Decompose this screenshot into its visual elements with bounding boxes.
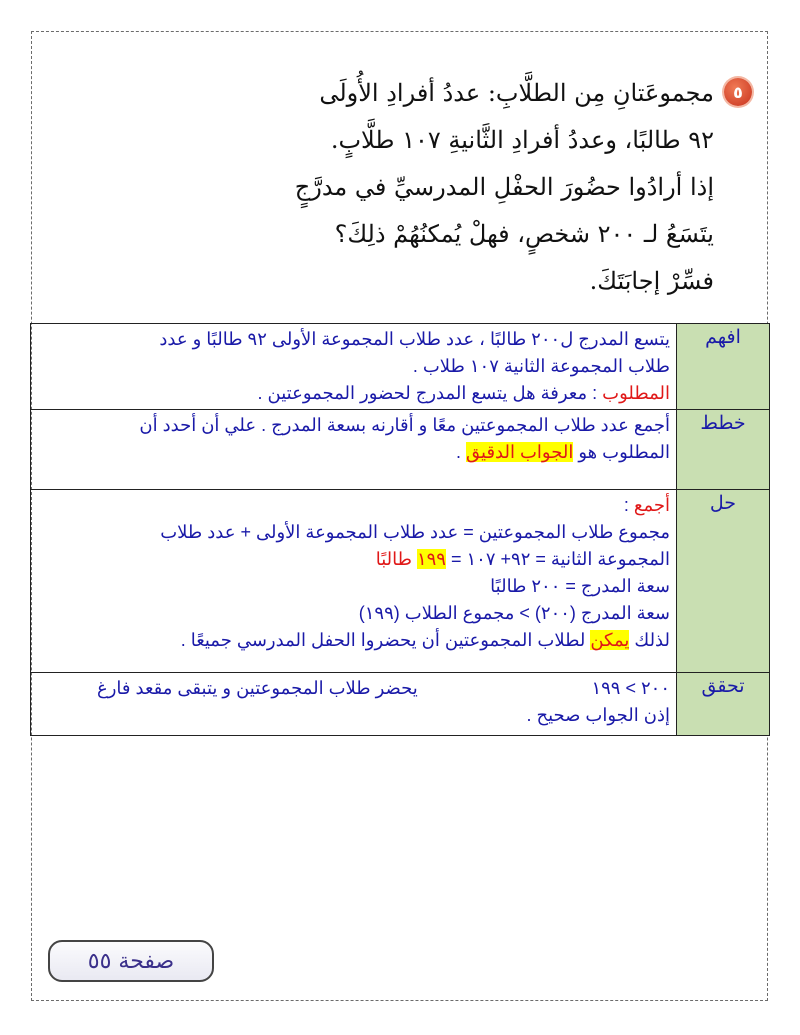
problem-line: فسِّرْ إجابَتَكَ. (589, 267, 714, 295)
step-line: طلاب المجموعة الثانية ١٠٧ طلاب . (412, 356, 670, 376)
step-plan-row (31, 410, 770, 490)
step-solve-content (31, 490, 677, 673)
step-line: يتسع المدرج ل٢٠٠ طالبًا ، عدد طلاب المجموعة الأولى ٩٢ طالبًا و عدد (159, 329, 670, 349)
step-plan-content (31, 410, 677, 490)
text-span: المجموعة الثانية = ٩٢+ ١٠٧ = (445, 549, 670, 569)
step-heading-line (37, 492, 670, 519)
required-label: المطلوب (602, 383, 670, 403)
required-text: : معرفة هل يتسع المدرج لحضور المجموعتين . (257, 383, 603, 403)
check-math: ٢٠٠ > ١٩٩ (591, 678, 670, 698)
highlighted-answer-type: الجواب الدقيق (466, 442, 574, 462)
text-span: : (623, 495, 634, 515)
step-understand-content (31, 324, 677, 410)
solution-steps-table (30, 323, 770, 736)
step-line (37, 546, 670, 573)
problem-line: مجموعَتانِ مِن الطلَّابِ: عددُ أفرادِ الأُولَى (319, 79, 714, 107)
page-number-badge: صفحة ٥٥ (48, 940, 214, 982)
highlighted-sum: ١٩٩ (416, 549, 446, 569)
step-understand-row (31, 324, 770, 410)
step-understand-label: افهم (677, 324, 770, 410)
step-line: أجمع عدد طلاب المجموعتين معًا و أقارنه بسعة المدرج . علي أن أحدد أن (139, 415, 670, 435)
problem-statement (282, 70, 752, 305)
step-line: مجموع طلاب المجموعتين = عدد طلاب المجموعة الأولى + عدد طلاب (160, 522, 670, 542)
step-line (37, 439, 670, 466)
problem-line: يتَسَعُ لـ ٢٠٠ شخصٍ، فهلْ يُمكنُهُمْ ذلِكَ؟ (334, 220, 714, 248)
solve-heading: أجمع (633, 495, 670, 515)
problem-line: ٩٢ طالبًا، وعددُ أفرادِ الثَّانيةِ ١٠٧ طلَّابٍ. (330, 126, 714, 154)
problem-line: إذا أرادُوا حضُورَ الحفْلِ المدرسيِّ في مدرَّجٍ (294, 173, 714, 201)
step-plan-label: خطط (677, 410, 770, 490)
step-line: سعة المدرج (٢٠٠) > مجموع الطلاب (١٩٩) (358, 603, 670, 623)
text-span: المطلوب هو (573, 442, 670, 462)
step-solve-label: حل (677, 490, 770, 673)
step-line: سعة المدرج = ٢٠٠ طالبًا (490, 576, 670, 596)
check-text: يحضر طلاب المجموعتين و يتبقى مقعد فارغ (97, 678, 418, 698)
step-line (37, 675, 670, 702)
step-check-label: تحقق (677, 673, 770, 736)
highlighted-can: يمكن (590, 630, 630, 650)
text-span: . (455, 442, 466, 462)
text-span: طالبًا (375, 549, 417, 569)
step-check-content (31, 673, 677, 736)
problem-number-badge: ٥ (724, 78, 752, 106)
step-check-row (31, 673, 770, 736)
text-span: لطلاب المجموعتين أن يحضروا الحفل المدرسي جميعًا . (180, 630, 591, 650)
step-line: إذن الجواب صحيح . (526, 705, 670, 725)
step-line (37, 627, 670, 654)
text-span: لذلك (629, 630, 670, 650)
step-solve-row (31, 490, 770, 673)
step-required-line (37, 380, 670, 407)
